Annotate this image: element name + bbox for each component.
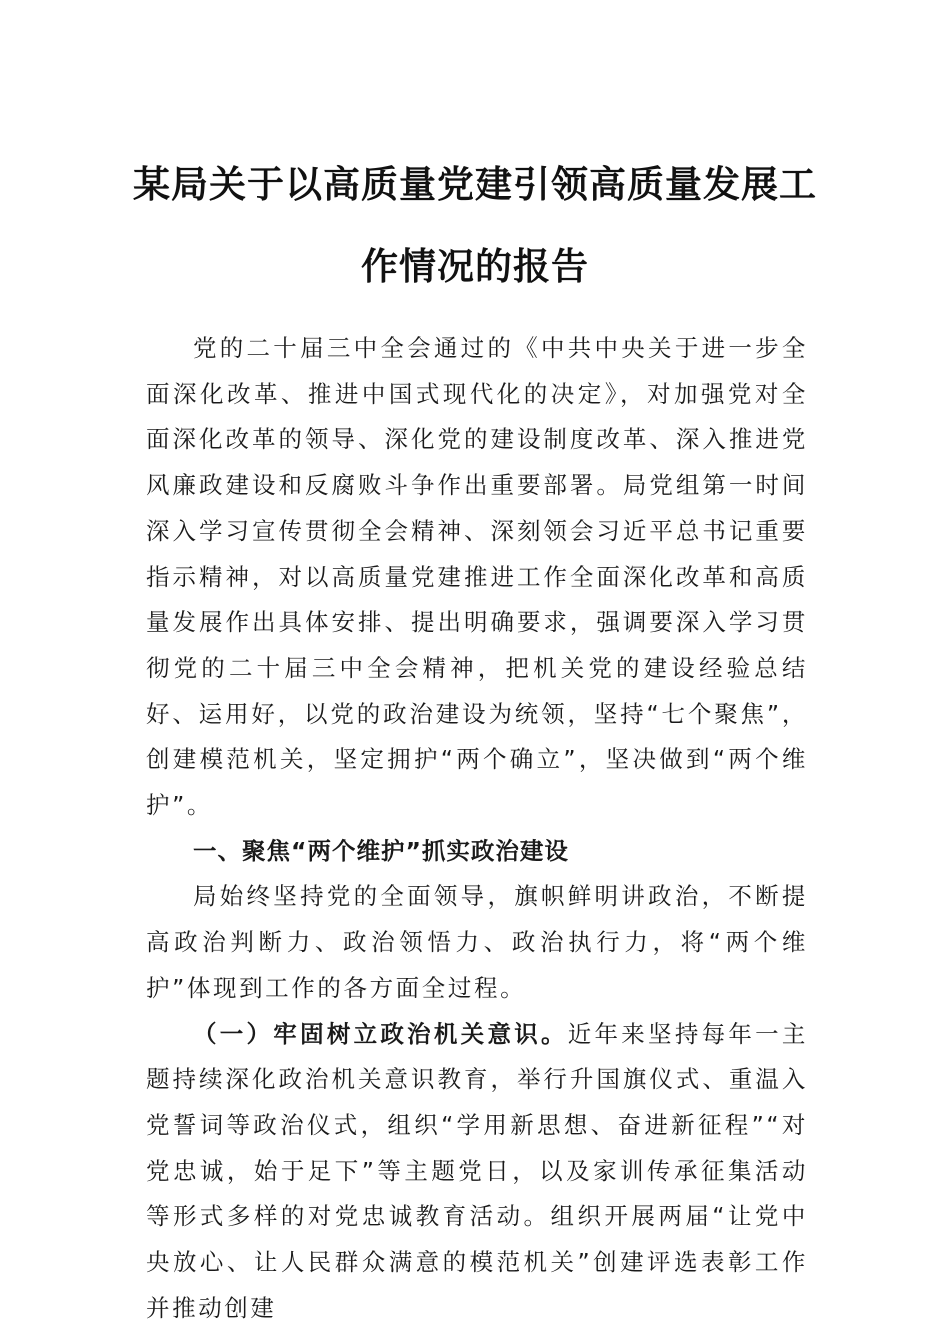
subsection-1-paragraph (146, 1012, 808, 1332)
document-title: 某局关于以高质量党建引领高质量发展工作情况的报告 (133, 162, 817, 288)
section-heading-1: 一、聚焦“两个维护”抓实政治建设 (193, 836, 569, 865)
intro-paragraph: 党的二十届三中全会通过的《中共中央关于进一步全面深化改革、推进中国式现代化的决定》，对加强党对全面深化改革的领导、深化党的建设制度改革、深入推进党风廉政建设和反腐败斗争作出重要部署。局党组第一时间深入学习宣传贯彻全会精神、深刻领会习近平总书记重要指示精神，对以高质量党建推进工作全面深化改革和高质量发展作出具体安排、提出明确要求，强调要深入学习贯彻党的二十届三中全会精神，把机关党的建设经验总结好、运用好，以党的政治建设为统领，坚持“七个聚焦”，创建模范机关，坚定拥护“两个确立”，坚决做到“两个维护”。 (146, 334, 808, 820)
subsection-1-lead: （一）牢固树立政治机关意识。 (193, 1019, 568, 1048)
document-body (146, 326, 808, 1331)
subsection-1-text: 近年来坚持每年一主题持续深化政治机关意识教育，举行升国旗仪式、重温入党誓词等政治仪式，组织“学用新思想、奋进新征程”“对党忠诚，始于足下”等主题党日，以及家训传承征集活动等形式多样的对党忠诚教育活动。组织开展两届“让党中央放心、让人民群众满意的模范机关”创建评选表彰工作并推动创建 (146, 1019, 808, 1322)
section-1-paragraph: 局始终坚持党的全面领导，旗帜鲜明讲政治，不断提高政治判断力、政治领悟力、政治执行力，将“两个维护”体现到工作的各方面全过程。 (146, 882, 808, 1002)
